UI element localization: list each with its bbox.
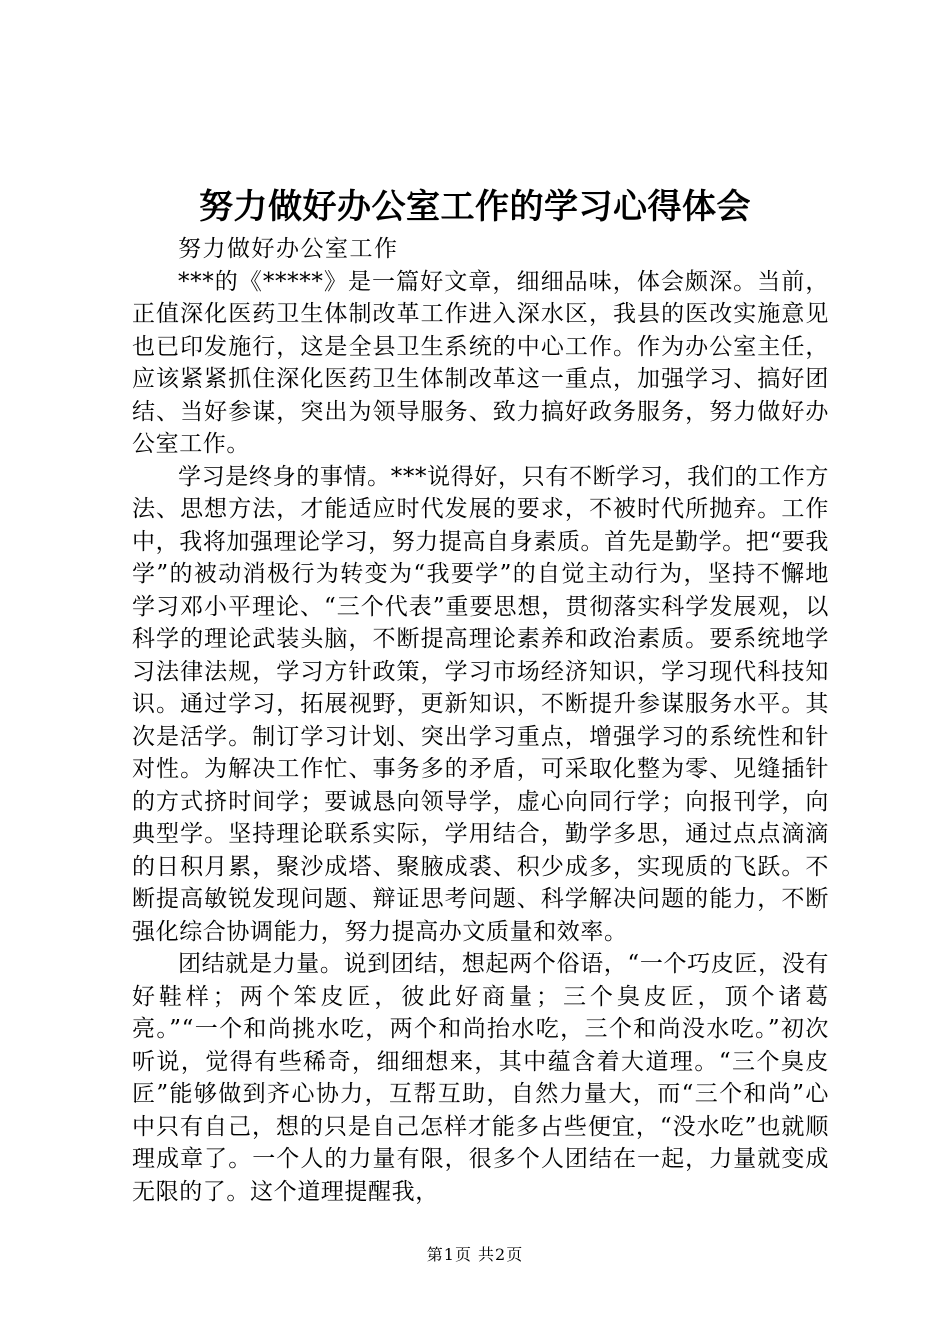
- document-subtitle: 努力做好办公室工作: [178, 236, 399, 262]
- page-number-footer: 第1页 共2页: [426, 1245, 524, 1264]
- document-body: [132, 233, 829, 1208]
- document-title: 努力做好办公室工作的学习心得体会: [199, 187, 751, 227]
- paragraph-1: ***的《*****》是一篇好文章，细细品味，体会颇深。当前，正值深化医药卫生体制改革工作进入深水区，我县的医改实施意见也已印发施行，这是全县卫生系统的中心工作。作为办公室主任，应该紧紧抓住深化医药卫生体制改革这一重点，加强学习、搞好团结、当好参谋，突出为领导服务、致力搞好政务服务，努力做好办公室工作。: [132, 268, 829, 457]
- paragraph-3: 团结就是力量。说到团结，想起两个俗语，“一个巧皮匠，没有好鞋样；两个笨皮匠，彼此好商量；三个臭皮匠，顶个诸葛亮。”“一个和尚挑水吃，两个和尚抬水吃，三个和尚没水吃。”初次听说，觉得有些稀奇，细细想来，其中蕴含着大道理。“三个臭皮匠”能够做到齐心协力，互帮互助，自然力量大，而“三个和尚”心中只有自己，想的只是自己怎样才能多占些便宜，“没水吃”也就顺理成章了。一个人的力量有限，很多个人团结在一起，力量就变成无限的了。这个道理提醒我，: [132, 951, 829, 1205]
- paragraph-2: 学习是终身的事情。***说得好，只有不断学习，我们的工作方法、思想方法，才能适应时代发展的要求，不被时代所抛弃。工作中，我将加强理论学习，努力提高自身素质。首先是勤学。把“要我学”的被动消极行为转变为“我要学”的自觉主动行为，坚持不懈地学习邓小平理论、“三个代表”重要思想，贯彻落实科学发展观，以科学的理论武装头脑，不断提高理论素养和政治素质。要系统地学习法律法规，学习方针政策，学习市场经济知识，学习现代科技知识。通过学习，拓展视野，更新知识，不断提升参谋服务水平。其次是活学。制订学习计划、突出学习重点，增强学习的系统性和针对性。为解决工作忙、事务多的矛盾，可采取化整为零、见缝插针的方式挤时间学；要诚恳向领导学，虚心向同行学；向报刊学，向典型学。坚持理论联系实际，学用结合，勤学多思，通过点点滴滴的日积月累，聚沙成塔、聚腋成裘、积少成多，实现质的飞跃。不断提高敏锐发现问题、辩证思考问题、科学解决问题的能力，不断强化综合协调能力，努力提高办文质量和效率。: [132, 463, 829, 945]
